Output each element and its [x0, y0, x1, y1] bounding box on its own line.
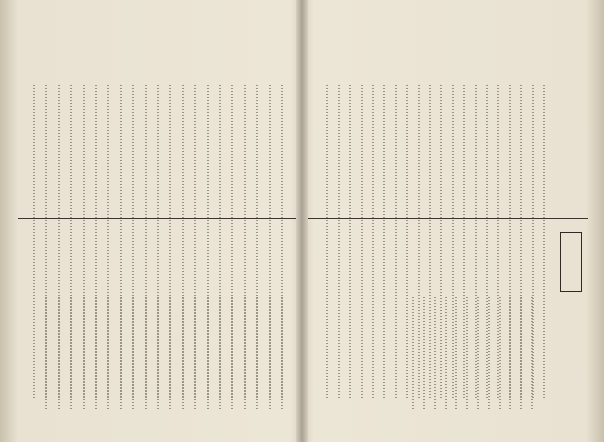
toc-dot-leader [455, 296, 457, 410]
toc-dot-leader [70, 296, 72, 410]
toc-dot-leader [58, 296, 60, 410]
toc-entry [251, 232, 263, 422]
left-page [18, 22, 296, 427]
toc-entry [140, 232, 152, 422]
toc-dot-leader [361, 84, 363, 400]
toc-entry [40, 232, 52, 422]
toc-dot-leader [207, 296, 209, 410]
toc-dot-leader [531, 296, 533, 410]
toc-entry [65, 232, 77, 422]
toc-entry [378, 44, 390, 412]
toc-entry [28, 44, 40, 412]
toc-dot-leader [33, 84, 35, 400]
toc-entry [407, 232, 419, 422]
toc-dot-leader [372, 84, 374, 400]
toc-dot-leader [145, 296, 147, 410]
toc-entry [461, 232, 473, 422]
toc-entry [214, 232, 226, 422]
toc-entry [152, 232, 164, 422]
toc-entry [321, 44, 333, 412]
toc-dot-leader [395, 84, 397, 400]
toc-dot-leader [488, 296, 490, 410]
toc-entry [164, 232, 176, 422]
toc-entry [418, 232, 430, 422]
toc-entry [276, 232, 288, 422]
toc-dot-leader [120, 296, 122, 410]
toc-entry [264, 232, 276, 422]
toc-entry [53, 232, 65, 422]
toc-entry [494, 232, 506, 422]
toc-dot-leader [269, 296, 271, 410]
contents-title [562, 66, 580, 146]
toc-entry [367, 44, 379, 412]
toc-dot-leader [434, 296, 436, 410]
toc-entry [504, 232, 516, 422]
toc-entry [177, 232, 189, 422]
toc-entry [390, 44, 402, 412]
toc-dot-leader [499, 296, 501, 410]
toc-entry [115, 232, 127, 422]
toc-dot-leader [45, 296, 47, 410]
toc-dot-leader [543, 84, 545, 400]
toc-dot-leader [281, 296, 283, 410]
toc-entry [450, 232, 462, 422]
toc-entry [344, 44, 356, 412]
right-page [308, 22, 588, 427]
toc-dot-leader [219, 296, 221, 410]
toc-dot-leader [477, 296, 479, 410]
toc-entry [202, 232, 214, 422]
toc-dot-leader [182, 296, 184, 410]
toc-dot-leader [509, 296, 511, 410]
toc-entry [526, 232, 538, 422]
toc-entry [127, 232, 139, 422]
book-gutter [296, 0, 308, 442]
toc-dot-leader [412, 296, 414, 410]
toc-dot-leader [132, 296, 134, 410]
toc-entry [226, 232, 238, 422]
toc-dot-leader [95, 296, 97, 410]
toc-entry [189, 232, 201, 422]
toc-dot-leader [244, 296, 246, 410]
toc-entry [515, 232, 527, 422]
toc-dot-leader [349, 84, 351, 400]
toc-entry [538, 44, 550, 412]
toc-dot-leader [423, 296, 425, 410]
toc-dot-leader [383, 84, 385, 400]
toc-dot-leader [107, 296, 109, 410]
toc-entry [239, 232, 251, 422]
toc-dot-leader [338, 84, 340, 400]
toc-dot-leader [520, 296, 522, 410]
toc-entry [102, 232, 114, 422]
toc-entry [483, 232, 495, 422]
section-title-box [560, 232, 582, 292]
toc-dot-leader [256, 296, 258, 410]
toc-entry [90, 232, 102, 422]
toc-dot-leader [169, 296, 171, 410]
toc-entry [440, 232, 452, 422]
toc-entry [356, 44, 368, 412]
toc-dot-leader [194, 296, 196, 410]
toc-entry [429, 232, 441, 422]
toc-entry [333, 44, 345, 412]
toc-dot-leader [157, 296, 159, 410]
toc-dot-leader [83, 296, 85, 410]
toc-entry [78, 232, 90, 422]
toc-dot-leader [326, 84, 328, 400]
toc-dot-leader [231, 296, 233, 410]
toc-dot-leader [466, 296, 468, 410]
toc-dot-leader [445, 296, 447, 410]
toc-entry [472, 232, 484, 422]
